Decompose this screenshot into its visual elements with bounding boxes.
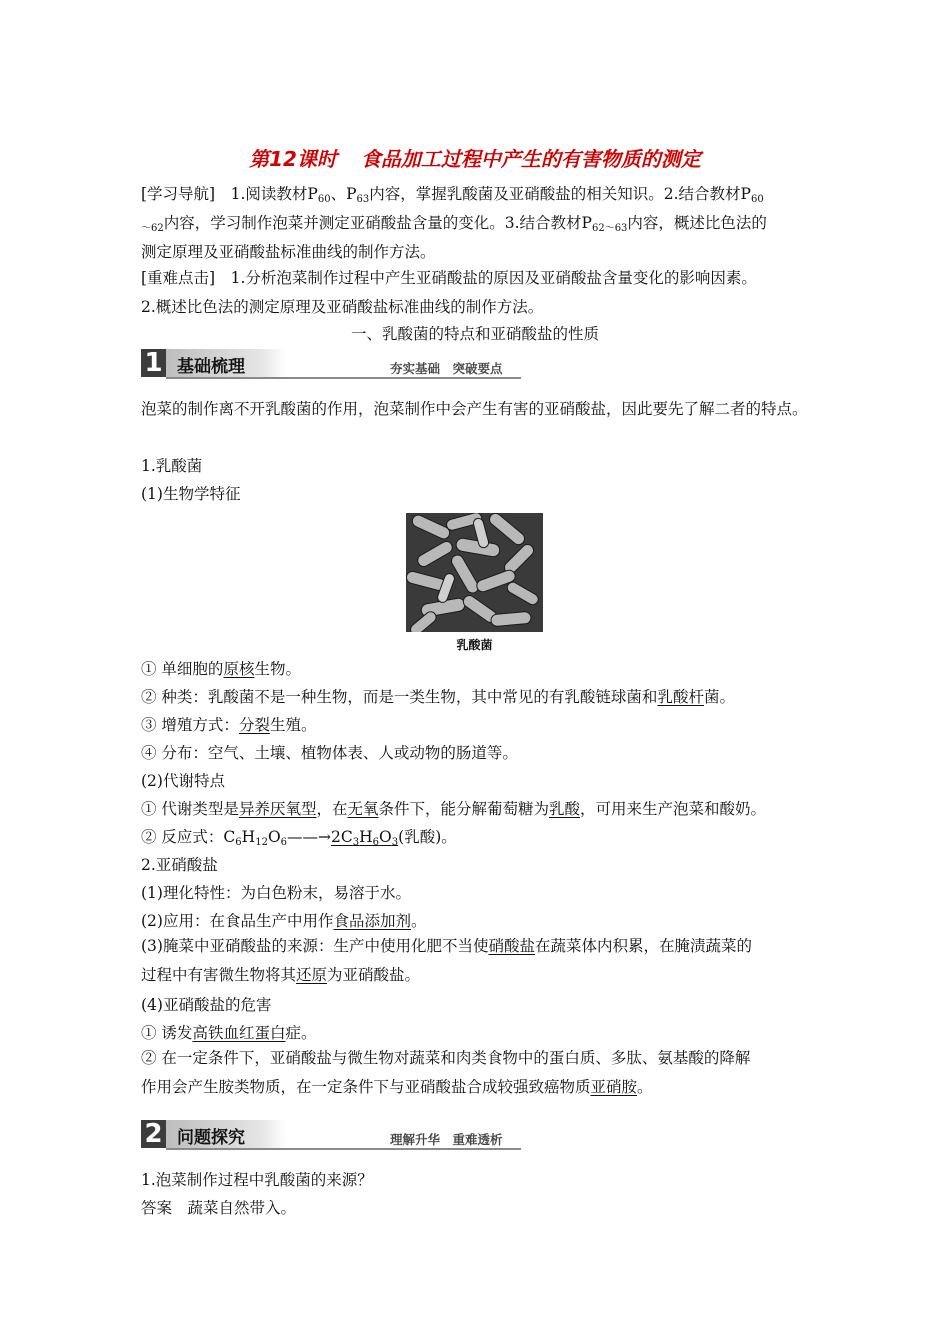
photo-caption: 乳酸菌 bbox=[456, 638, 493, 652]
intro-paragraph: 泡菜的制作离不开乳酸菌的作用，泡菜制作中会产生有害的亚硝酸盐，因此要先了解二者的特点。 bbox=[141, 400, 808, 418]
banner-number: 1 bbox=[141, 349, 166, 377]
reaction-equation: ② 反应式：$C_6H_{12}O_6——\to 2C_3H_6O_3$(乳酸)。 bbox=[141, 828, 457, 848]
list-item: ① 代谢类型是异养厌氧型，在无氧条件下，能分解葡萄糖为乳酸，可用来生产泡菜和酸奶。 bbox=[141, 800, 767, 818]
heading-nitrite: 2.亚硝酸盐 bbox=[141, 856, 218, 874]
lactic-bacteria-photo bbox=[406, 513, 543, 632]
banner-label: 问题探究 bbox=[177, 1128, 245, 1148]
list-item: ② 在一定条件下，亚硝酸盐与微生物对蔬菜和肉类食物中的蛋白质、多肽、氨基酸的降解 作用会产生胺类物质，在一定条件下与亚硝酸盐合成较强致癌物质亚硝胺。 bbox=[141, 1049, 751, 1096]
banner-subtitle: 理解升华 重难透析 bbox=[390, 1132, 503, 1147]
answer: 答案 蔬菜自然带入。 bbox=[141, 1199, 297, 1217]
section-title: 一、乳酸菌的特点和亚硝酸盐的性质 bbox=[350, 325, 599, 343]
list-item: ② 种类：乳酸菌不是一种生物，而是一类生物，其中常见的有乳酸链球菌和乳酸杆菌。 bbox=[141, 688, 735, 706]
banner-label: 基础梳理 bbox=[177, 357, 245, 377]
subheading-metabolism: (2)代谢特点 bbox=[141, 772, 225, 790]
banner-number: 2 bbox=[141, 1120, 166, 1148]
inquiry-banner bbox=[141, 1120, 521, 1150]
lesson-number: 第12课时 bbox=[249, 147, 337, 171]
list-item: ① 诱发高铁血红蛋白症。 bbox=[141, 1024, 317, 1042]
list-item: ③ 增殖方式：分裂生殖。 bbox=[141, 716, 317, 734]
subheading-hazards: (4)亚硝酸盐的危害 bbox=[141, 996, 272, 1014]
list-item: (2)应用：在食品生产中用作食品添加剂。 bbox=[141, 912, 427, 930]
learning-guide: [学习导航] 1.阅读教材$P_{60}$、$P_{63}$内容，掌握乳酸菌及亚硝酸盐的相关知识。2.结合教材$P_{60}$ $_{\sim 62}$内容，学习制作泡菜并测定亚硝酸盐含量的变化。3.结合教材$P_{62\sim 63}$内容，概述比色法的 测定原理及亚硝酸盐标准曲线的制作方法。 bbox=[141, 185, 767, 261]
reaction-arrow: ——→ bbox=[287, 828, 332, 846]
lesson-topic: 食品加工过程中产生的有害物质的测定 bbox=[360, 147, 701, 171]
heading-lactic-bacteria: 1.乳酸菌 bbox=[141, 457, 203, 475]
subheading-biology: (1)生物学特征 bbox=[141, 485, 241, 503]
question: 1.泡菜制作过程中乳酸菌的来源？ bbox=[141, 1171, 373, 1189]
banner-subtitle: 夯实基础 突破要点 bbox=[390, 361, 503, 376]
basics-banner bbox=[141, 349, 521, 379]
list-item: ④ 分布：空气、土壤、植物体表、人或动物的肠道等。 bbox=[141, 744, 518, 762]
list-item: ① 单细胞的原核生物。 bbox=[141, 660, 301, 678]
list-item: (3)腌菜中亚硝酸盐的来源：生产中使用化肥不当使硝酸盐在蔬菜体内积累，在腌渍蔬菜的 过程中有害微生物将其还原为亚硝酸盐。 bbox=[141, 937, 752, 984]
key-points: [重难点击] 1.分析泡菜制作过程中产生亚硝酸盐的原因及亚硝酸盐含量变化的影响因素。 2.概述比色法的测定原理及亚硝酸盐标准曲线的制作方法。 bbox=[141, 269, 757, 316]
list-item: (1)理化特性：为白色粉末，易溶于水。 bbox=[141, 884, 411, 902]
page-title bbox=[0, 143, 950, 172]
